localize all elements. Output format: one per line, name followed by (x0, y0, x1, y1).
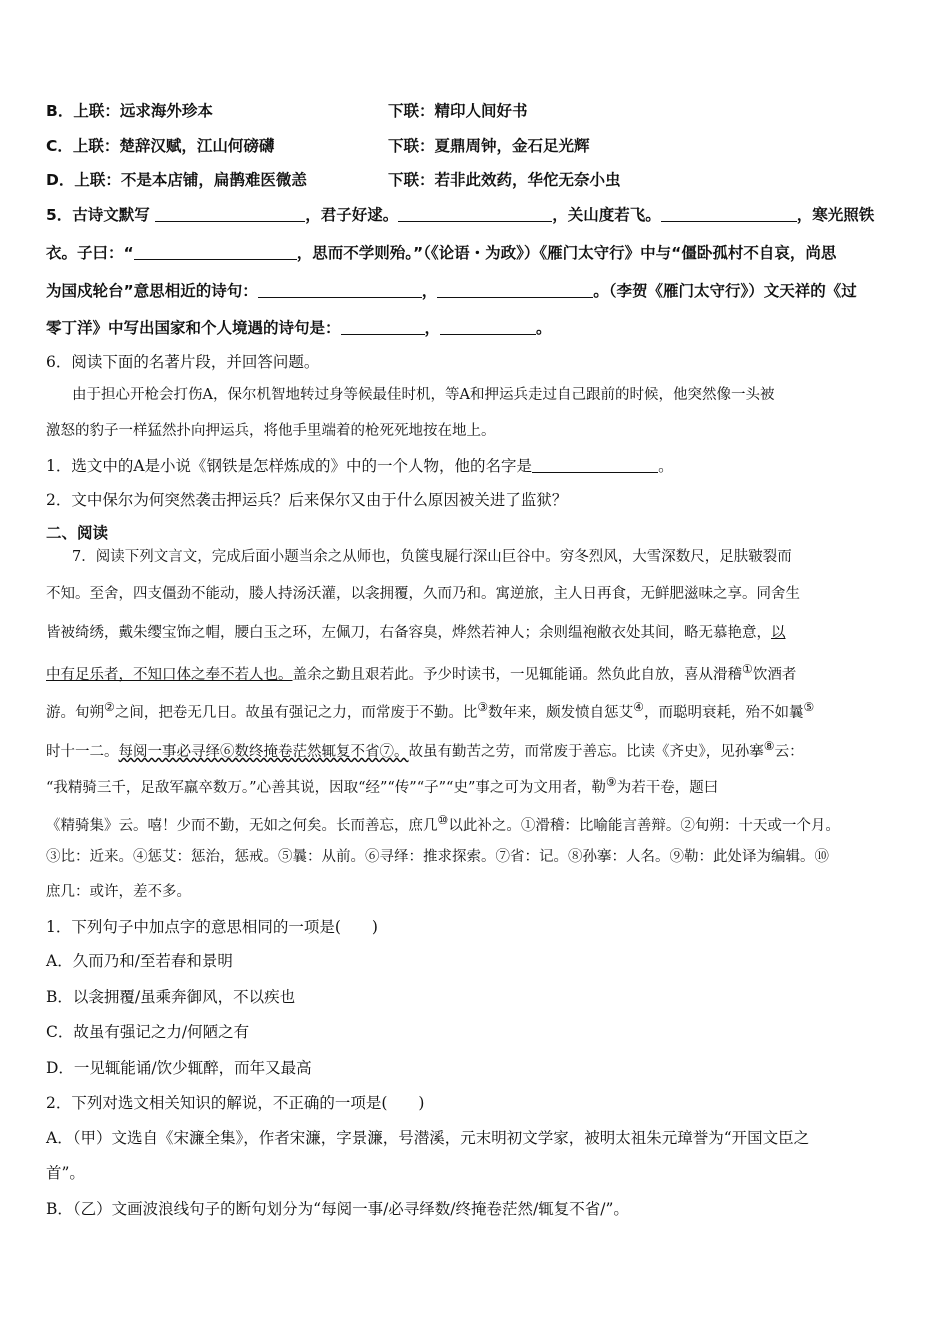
q7-text: 为若干卷，题曰 (616, 779, 719, 796)
q6-sub-1 (46, 456, 674, 476)
q7-line-5 (46, 697, 814, 723)
q4-option-d (46, 170, 621, 190)
q7-sub-1-option-a[interactable]: A．久而乃和/至若春和景明 (46, 952, 233, 970)
q7-footnotes-line-2: 庶几：或许，差不多。 (46, 884, 191, 900)
q7-sub-1-option-c[interactable]: C．故虽有强记之力/何陋之有 (46, 1023, 250, 1041)
q6-sub-1-text: 1．选文中的A是小说《钢铁是怎样炼成的》中的一个人物，他的名字是 (46, 457, 533, 475)
q7-text: 饮酒者 (752, 666, 797, 683)
q7-text: 数年来，颇发愤自惩艾 (488, 704, 634, 721)
q6-title: 6．阅读下面的名著片段，并回答问题。 (46, 353, 320, 371)
q7-sub-2-stem: 2．下列对选文相关知识的解说，不正确的一项是( ) (46, 1094, 425, 1112)
q7-text: 游。旬朔 (46, 704, 104, 721)
q7-text: ，而聪明衰耗，殆不如曩 (643, 704, 804, 721)
q5-text: ， (424, 319, 441, 337)
q5-text: ， (421, 282, 438, 300)
q7-line-7 (46, 772, 718, 798)
footnote-marker: ⑤ (803, 700, 815, 714)
q5-text: 衣。子曰：“ (46, 244, 134, 262)
q7-sub-1-option-b[interactable]: B．以衾拥覆/虽乘奔御风，不以疾也 (46, 988, 296, 1006)
q5-line-1 (46, 205, 874, 225)
q7-line-1: 7．阅读下列文言文，完成后面小题当余之从师也，负箧曳屣行深山巨谷中。穷冬烈风，大雪深数尺，足肤皲裂而 (72, 549, 792, 565)
q7-text: “我精骑三千，足敌军羸卒数万。”心善其说，因取“经”“传”“子”“史”事之可为文用者，勒 (46, 779, 606, 796)
q5-text: 5．古诗文默写 (46, 206, 150, 224)
q6-passage-line-1: 由于担心开枪会打伤A，保尔机智地转过身等候最佳时机，等A和押运兵走过自己跟前的时候，他突然像一头被 (72, 387, 775, 403)
q4-option-c-left: C．上联：楚辞汉赋，江山何磅礴 (46, 137, 275, 155)
answer-blank[interactable] (341, 319, 425, 335)
answer-blank[interactable] (155, 206, 305, 222)
q7-line-8 (46, 810, 840, 836)
q5-text: 零丁洋》中写出国家和个人境遇的诗句是： (46, 319, 341, 337)
q7-wavy-text: 每阅一事必寻绎⑥数终掩卷茫然辄复不省⑦。 (118, 743, 409, 760)
q7-line-6 (46, 736, 804, 762)
footnote-marker: ⑨ (605, 775, 617, 789)
q5-text: 。（李贺《雁门太守行》）文天祥的《过 (593, 282, 857, 300)
q5-line-4 (46, 318, 552, 338)
answer-blank[interactable] (532, 457, 658, 473)
q7-text: 盖余之勤且艰若此。予少时读书，一见辄能诵。然负此自放，喜从滑稽 (292, 666, 742, 683)
q7-sub-2-option-a-line-1[interactable]: A．（甲）文选自《宋濂全集》，作者宋濂，字景濂，号潜溪，元末明初文学家，被明太祖朱元璋誉为“开国文臣之 (46, 1129, 810, 1147)
answer-blank[interactable] (440, 319, 536, 335)
q7-sub-2-option-b[interactable]: B．（乙）文画波浪线句子的断句划分为“每阅一事/必寻绎数/终掩卷茫然/辄复不省/”。 (46, 1200, 629, 1218)
q7-line-4 (46, 659, 796, 685)
q5-text: ，关山度若飞。 (552, 206, 661, 224)
q4-option-b-left: B．上联：远求海外珍本 (46, 102, 213, 120)
q7-line-3 (46, 623, 786, 643)
answer-blank[interactable] (398, 206, 552, 222)
q4-option-c-right: 下联：夏鼎周钟，金石足光辉 (388, 137, 590, 155)
q4-option-d-left: D．上联：不是本店铺，扁鹊难医微恙 (46, 171, 307, 189)
footnote-marker: ④ (633, 700, 644, 714)
answer-blank[interactable] (134, 244, 297, 260)
q7-text: 云： (774, 743, 804, 760)
q6-sub-2: 2．文中保尔为何突然袭击押运兵？后来保尔又由于什么原因被关进了监狱？ (46, 491, 568, 509)
q5-line-3 (46, 281, 857, 301)
q6-sub-1-end: 。 (658, 457, 674, 475)
q4-option-b (46, 101, 528, 121)
q5-text: 。 (536, 319, 552, 337)
q7-sub-2-option-a-line-2: 首”。 (46, 1164, 85, 1182)
q7-footnote: ①滑稽：比喻能言善辩。②旬朔：十天或一个月。 (520, 817, 840, 834)
q7-text: 之间，把卷无几日。故虽有强记之力，而常废于不勤。比 (114, 704, 478, 721)
q7-text: 故虽有勤苦之劳，而常废于善忘。比读《齐史》，见孙搴 (408, 743, 764, 760)
q7-sub-1-stem: 1．下列句子中加点字的意思相同的一项是( ) (46, 918, 378, 936)
q7-footnotes-line: ③比：近来。④惩艾：惩治，惩戒。⑤曩：从前。⑥寻绎：推求探索。⑦省：记。⑧孙搴：人名。⑨勒：此处译为编辑。⑩ (46, 849, 829, 865)
footnote-marker: ⑧ (763, 739, 775, 753)
q5-text: ，寒光照铁 (796, 206, 875, 224)
q6-passage-line-2: 激怒的豹子一样猛然扑向押运兵，将他手里端着的枪死死地按在地上。 (46, 423, 496, 439)
q4-option-d-right: 下联：若非此效药，华佗无奈小虫 (388, 171, 621, 189)
footnote-marker: ① (742, 662, 753, 676)
q4-option-c (46, 136, 590, 156)
footnote-marker: ② (104, 700, 115, 714)
answer-blank[interactable] (661, 206, 797, 222)
q7-text: 皆被绮绣，戴朱缨宝饰之帽，腰白玉之环，左佩刀，右备容臭，烨然若神人；余则缊袍敝衣处其间，略无慕艳意， (46, 625, 771, 641)
q7-sub-1-option-d[interactable]: D．一见辄能诵/饮少辄醉，而年又最高 (46, 1059, 312, 1077)
answer-blank[interactable] (437, 282, 593, 298)
q7-text: 时十一二。 (46, 743, 119, 760)
q7-text: 以此补之。 (448, 817, 521, 834)
q5-text: ，思而不学则殆。”（《论语・为政》）《雁门太守行》中与“僵卧孤村不自哀，尚思 (296, 244, 837, 262)
q7-underlined-text: 以 (771, 625, 786, 641)
section-heading: 二、阅读 (46, 524, 109, 542)
q7-text: 《精骑集》云。嘻！少而不勤，无如之何矣。长而善忘，庶几 (46, 817, 438, 834)
q4-option-b-right: 下联：精印人间好书 (388, 102, 528, 120)
answer-blank[interactable] (258, 282, 422, 298)
q7-underlined-text: 中有足乐者，不知口体之奉不若人也。 (46, 666, 293, 683)
q5-text: 为国戍轮台”意思相近的诗句： (46, 282, 258, 300)
q5-text: ，君子好逑。 (305, 206, 399, 224)
q7-line-2: 不知。至舍，四支僵劲不能动，媵人持汤沃灌，以衾拥覆，久而乃和。寓逆旅，主人日再食，无鲜肥滋味之享。同舍生 (46, 586, 800, 602)
footnote-marker: ③ (477, 700, 489, 714)
footnote-marker: ⑩ (437, 813, 449, 827)
q5-line-2 (46, 243, 836, 263)
